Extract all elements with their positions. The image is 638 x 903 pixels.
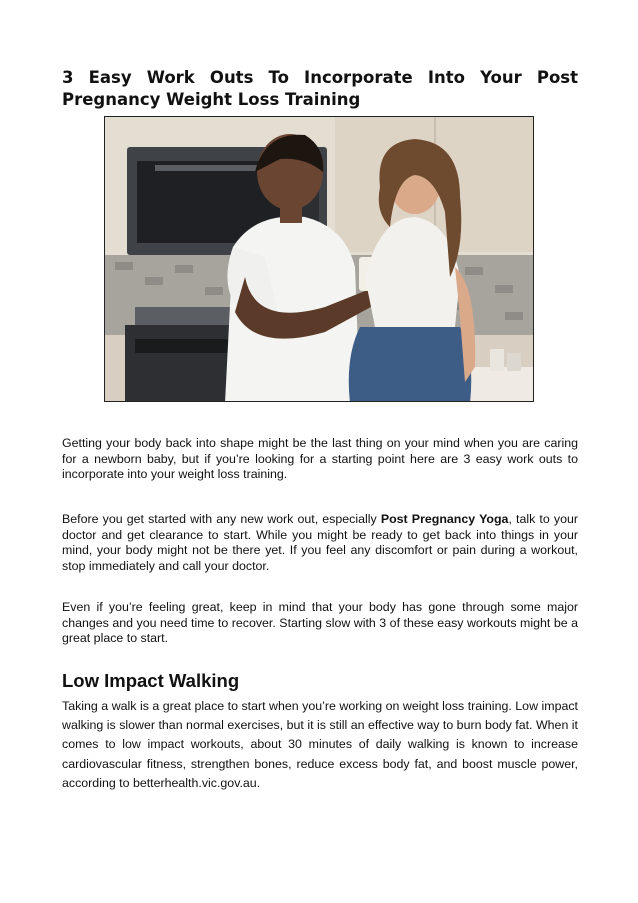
section-heading: Low Impact Walking [62,670,240,691]
section-body: Taking a walk is a great place to start when you’re working on weight loss training. Low impact walking is slower than normal exercises, but it is still an effective way to burn body fat. When it comes to low impact workouts, about 30 minutes of daily walking is known to increase cardiovascular fitness, strengthen bones, reduce excess body fat, and boost muscle power, according to betterhealth.vic.gov.au. [62,699,578,790]
intro-paragraph: Getting your body back into shape might be the last thing on your mind when you are caring for a newborn baby, but if you’re looking for a starting point here are 3 easy work outs to incorporate into your weight loss training. [62,436,578,482]
before-paragraph [62,512,578,574]
article-title: 3 Easy Work Outs To Incorporate Into Your Post Pregnancy Weight Loss Training [62,68,578,109]
before-text-end: , talk to your doctor and get clearance to start. While you might be ready to get back into things in your mind, your body might not be there yet. If you feel any discomfort or pain during a workout, stop immediately and call your doctor. [62,512,578,573]
couple-kitchen-photo [104,116,534,402]
even-paragraph: Even if you’re feeling great, keep in mind that your body has gone through some major changes and you need time to recover. Starting slow with 3 of these easy workouts might be a great place to start. [62,600,578,646]
post-pregnancy-yoga-link[interactable]: Post Pregnancy Yoga [380,512,509,526]
before-text-start: Before you get started with any new work out, especially [62,512,381,526]
